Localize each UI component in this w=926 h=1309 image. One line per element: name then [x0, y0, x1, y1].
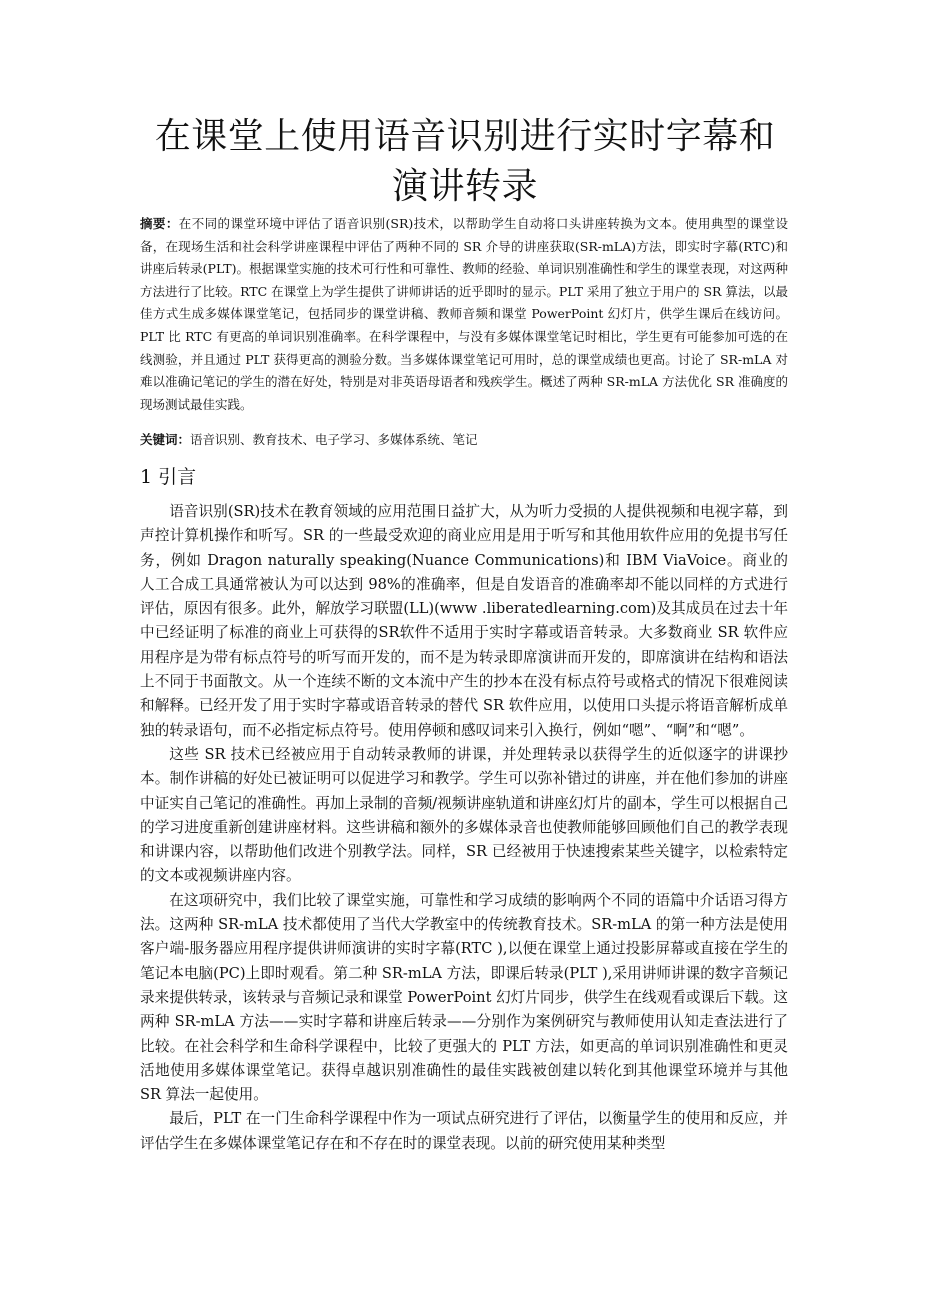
abstract-text: 在不同的课堂环境中评估了语音识别(SR)技术，以帮助学生自动将口头讲座转换为文本。使用典型的课堂设备，在现场生活和社会科学讲座课程中评估了两种不同的 SR 介导的讲座获取(SR-mLA)方法，即实时字幕(RTC)和讲座后转录(PLT)。根据课堂实施的技术可行性和可靠性、教师的经验、单词识别准确性和学生的课堂表现，对这两种方法进行了比较。RTC 在课堂上为学生提供了讲师讲话的近乎即时的显示。PLT 采用了独立于用户的 SR 算法，以最佳方式生成多媒体课堂笔记，包括同步的课堂讲稿、教师音频和课堂 PowerPoint 幻灯片，供学生课后在线访问。PLT 比 RTC 有更高的单词识别准确率。在科学课程中，与没有多媒体课堂笔记时相比，学生更有可能参加可选的在线测验，并且通过 PLT 获得更高的测验分数。当多媒体课堂笔记可用时，总的课堂成绩也更高。讨论了 SR-mLA 对难以准确记笔记的学生的潜在好处，特别是对非英语母语者和残疾学生。概述了两种 SR-mLA 方法优化 SR 准确度的现场测试最佳实践。	[140, 216, 788, 412]
keywords-text: 语音识别、教育技术、电子学习、多媒体系统、笔记	[190, 432, 478, 447]
body-paragraph-1: 语音识别(SR)技术在教育领域的应用范围日益扩大，从为听力受损的人提供视频和电视字幕，到声控计算机操作和听写。SR 的一些最受欢迎的商业应用是用于听写和其他用软件应用的免提书写任务，例如 Dragon naturally speaking(Nuance Communications)和 IBM ViaVoice。商业的人工合成工具通常被认为可以达到 98%的准确率，但是自发语音的准确率却不能以同样的方式进行评估，原因有很多。此外，解放学习联盟(LL)(www .liberatedlearning.com)及其成员在过去十年中已经证明了标准的商业上可获得的SR软件不适用于实时字幕或语音转录。大多数商业 SR 软件应用程序是为带有标点符号的听写而开发的，而不是为转录即席演讲而开发的，即席演讲在结构和语法上不同于书面散文。从一个连续不断的文本流中产生的抄本在没有标点符号或格式的情况下很难阅读和解释。已经开发了用于实时字幕或语音转录的替代 SR 软件应用，以使用口头提示将语音解析成单独的转录语句，而不必指定标点符号。使用停顿和感叹词来引入换行，例如“嗯”、“啊”和“嗯”。	[140, 503, 788, 739]
abstract	[140, 213, 788, 416]
paper-title: 在课堂上使用语音识别进行实时字幕和演讲转录	[154, 116, 776, 207]
keywords	[140, 429, 788, 451]
body-paragraph-2: 这些 SR 技术已经被应用于自动转录教师的讲课，并处理转录以获得学生的近似逐字的讲课抄本。制作讲稿的好处已被证明可以促进学习和教学。学生可以弥补错过的讲座，并在他们参加的讲座中证实自己笔记的准确性。再加上录制的音频/视频讲座轨道和讲座幻灯片的副本，学生可以根据自己的学习进度重新创建讲座材料。这些讲稿和额外的多媒体录音也使教师能够回顾他们自己的教学表现和讲课内容，以帮助他们改进个别教学法。同样，SR 已经被用于快速搜索某些关键字，以检索特定的文本或视频讲座内容。	[140, 745, 788, 885]
introduction-body	[140, 500, 788, 1156]
abstract-label: 摘要：	[140, 216, 179, 231]
section-heading-introduction: 1 引言	[140, 466, 197, 488]
keywords-label: 关键词：	[140, 432, 191, 447]
body-paragraph-4: 最后，PLT 在一门生命科学课程中作为一项试点研究进行了评估，以衡量学生的使用和反应，并评估学生在多媒体课堂笔记存在和不存在时的课堂表现。以前的研究使用某种类型	[140, 1110, 788, 1152]
body-paragraph-3: 在这项研究中，我们比较了课堂实施，可靠性和学习成绩的影响两个不同的语篇中介话语习得方法。这两种 SR-mLA 技术都使用了当代大学教室中的传统教育技术。SR-mLA 的第一种方法是使用客户端-服务器应用程序提供讲师演讲的实时字幕(RTC ),以便在课堂上通过投影屏幕或直接在学生的笔记本电脑(PC)上即时观看。第二种 SR-mLA 方法，即课后转录(PLT ),采用讲师讲课的数字音频记录来提供转录，该转录与音频记录和课堂 PowerPoint 幻灯片同步，供学生在线观看或课后下载。这两种 SR-mLA 方法——实时字幕和讲座后转录——分别作为案例研究与教师使用认知走查法进行了比较。在社会科学和生命科学课程中，比较了更强大的 PLT 方法，如更高的单词识别准确性和更灵活地使用多媒体课堂笔记。获得卓越识别准确性的最佳实践被创建以转化到其他课堂环境并与其他 SR 算法一起使用。	[140, 891, 788, 1104]
